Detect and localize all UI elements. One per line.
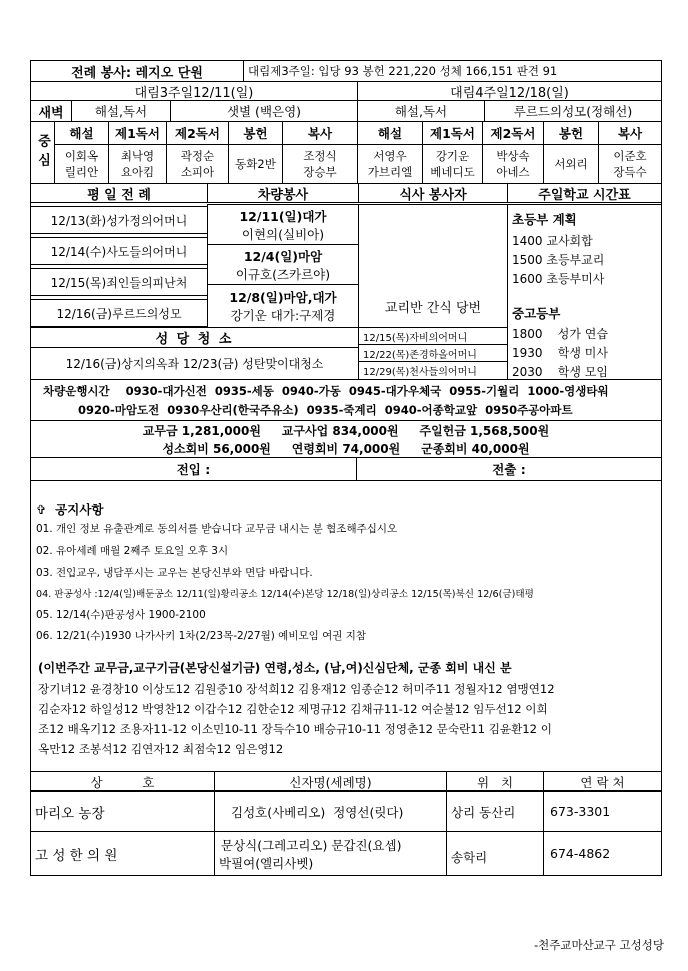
midday-label-text: 중심 xyxy=(35,133,50,172)
bus-schedule xyxy=(30,379,662,421)
midday-person-line: 베네디도 xyxy=(430,165,475,179)
ad-owners-line1: 문상식(그레고리오) 문갑진(요셉) xyxy=(221,837,402,853)
footer-text: -천주교마산교구 고성성당 xyxy=(533,938,664,952)
liturgy-title: 전례 봉사: 레지오 단원 xyxy=(30,60,244,82)
midday-person-line: 아네스 xyxy=(496,165,530,179)
bus-line2: 0920-마암도전 0930우산리(한국주유소) 0935-죽계리 0940-어종학교앞 0950주공아파트 xyxy=(78,403,573,417)
donors-line: 장기녀12 윤경창10 이상도12 김원중10 장석희12 김용재12 임종순12 허미주11 정월자12 염맹연12 xyxy=(38,682,555,696)
vehicle-line1: 12/8(일)마암,대가 xyxy=(229,290,337,305)
midday-person-line: 곽정순 xyxy=(180,149,215,163)
midday-person-line: 조정식 xyxy=(303,149,337,163)
midday-header-role-server: 복사 xyxy=(598,121,662,145)
meal-item: 12/22(목)존경하올어머니 xyxy=(358,344,508,362)
midday-header-role-reading1: 제1독서 xyxy=(108,121,167,145)
elem-title: 초등부 계획 xyxy=(512,212,577,227)
week2-title: 대림4주일12/18(일) xyxy=(357,81,662,101)
dawn-label: 새벽 xyxy=(30,100,72,122)
ads-header-location: 위 치 xyxy=(446,771,544,792)
vehicle-line1: 12/11(일)대가 xyxy=(239,208,327,224)
ad-business-name: 마리오 농장 xyxy=(30,791,215,832)
transfer-in: 전입 : xyxy=(30,457,357,481)
vehicle-entry xyxy=(207,204,359,245)
sunday-school-box xyxy=(507,204,662,380)
mid-item: 2030 학생 모임 xyxy=(512,365,608,379)
vehicle-entry xyxy=(207,244,359,285)
ad-location: 송학리 xyxy=(446,831,544,876)
midday-header-role-reading2: 제2독서 xyxy=(482,121,544,145)
weekday-mass-item: 12/16(금)루르드의성모 xyxy=(30,299,208,327)
midday-w2-role-reading1 xyxy=(422,144,483,184)
midday-person-line: 서외리 xyxy=(554,157,588,171)
donors-line: 조12 배옥기12 조용자11-12 이소민10-11 장득수10 배승규10-11 정영춘12 문숙란11 김윤환12 이 xyxy=(38,722,552,736)
midday-w1-role-reading1 xyxy=(108,144,167,184)
ad-owners-line2: 박필여(엘리사벳) xyxy=(219,855,314,871)
midday-person-line: 강기운 xyxy=(435,149,470,163)
midday-w2-role-server xyxy=(598,144,662,184)
notice-item: 06. 12/21(수)1930 나가사키 1차(2/23목-2/27월) 예비모임 여권 지참 xyxy=(36,630,367,642)
mid-item: 1800 성가 연습 xyxy=(512,327,608,341)
elem-item: 1400 교사회합 xyxy=(512,234,593,248)
meal-item: 12/15(목)자비의어머니 xyxy=(358,327,508,345)
elem-item: 1600 초등부미사 xyxy=(512,272,605,286)
notice-item: 01. 개인 정보 유출관계로 동의서를 받습니다 교무금 내시는 분 협조해주십시오 xyxy=(36,523,398,535)
midday-person-line: 소피아 xyxy=(180,165,215,179)
vehicle-line2: 이규호(즈카르야) xyxy=(235,266,331,282)
weekday-section-title: 평 일 전 례 xyxy=(30,183,208,203)
sunday-school-title: 주일학교 시간표 xyxy=(507,183,662,203)
bus-line1 xyxy=(43,383,609,399)
notices-title: ✞ 공지사항 xyxy=(36,502,104,517)
mid-item: 1930 학생 미사 xyxy=(512,346,608,360)
donors-line: 옥만12 조봉석12 김연자12 최점숙12 임은영12 xyxy=(38,742,284,756)
ads-header-name: 상 호 xyxy=(30,771,215,792)
finance-line1: 교무금 1,281,000원 교구사업 834,000원 주일헌금 1,568,500원 xyxy=(142,424,550,438)
midday-header-role-offertory: 봉헌 xyxy=(543,121,599,145)
donors-line: 김순자12 하일성12 박영찬12 이갑수12 김한순12 제명규12 김채규11-12 여순불12 임두선12 이희 xyxy=(38,702,548,716)
dawn-week2-name: 루르드의성모(정해선) xyxy=(484,100,662,122)
midday-header-role-server: 복사 xyxy=(282,121,358,145)
finance-line2: 성소회비 56,000원 연령회비 74,000원 군종회비 40,000원 xyxy=(162,442,530,456)
transfer-out: 전출 : xyxy=(356,457,662,481)
midday-w2-role-commentary xyxy=(357,144,423,184)
midday-person-line: 이준호 xyxy=(613,149,647,163)
mid-title: 중고등부 xyxy=(512,306,561,321)
ad-phone: 673-3301 xyxy=(543,791,662,832)
ad-location: 상리 동산리 xyxy=(446,791,544,832)
attendance-stats: 대림제3주일: 입당 93 봉헌 221,220 성체 166,151 판견 91 xyxy=(243,60,662,82)
midday-person-line: 이회옥 xyxy=(64,149,99,163)
midday-header-role-offertory: 봉헌 xyxy=(228,121,283,145)
midday-w1-role-commentary xyxy=(54,144,109,184)
bus-line1-text: 0930-대가신전 0935-세동 0940-가동 0945-대가우체국 0955-기월리 1000-영생타워 xyxy=(125,384,609,398)
midday-person-line: 장승부 xyxy=(303,165,337,179)
midday-person-line: 장득수 xyxy=(613,165,647,179)
donors-title: (이번주간 교무금,교구기금(본당신설기금) 연령,성소, (남,여)신심단체, 군종 회비 내신 분 xyxy=(38,661,512,675)
midday-w2-role-offertory xyxy=(543,144,599,184)
notice-item: 05. 12/14(수)판공성사 1900-2100 xyxy=(36,609,206,621)
midday-person-line: 요아킴 xyxy=(120,165,155,179)
ads-header-owner: 신자명(세례명) xyxy=(214,771,447,792)
meal-main: 교리반 간식 당번 xyxy=(358,204,508,328)
midday-label xyxy=(30,121,55,184)
vehicle-line2: 이현의(실비아) xyxy=(241,226,325,242)
bus-label: 차량운행시간 xyxy=(43,384,110,398)
ad-phone: 674-4862 xyxy=(543,831,662,876)
finance-box xyxy=(30,420,662,458)
ads-header-phone: 연 락 처 xyxy=(543,771,662,792)
midday-person-line: 최낙영 xyxy=(120,149,155,163)
midday-w1-role-reading2 xyxy=(166,144,229,184)
ad-business-name: 고 성 한 의 원 xyxy=(30,831,215,876)
midday-header-role-reading2: 제2독서 xyxy=(166,121,229,145)
dawn-week1-name: 샛별 (백은영) xyxy=(170,100,358,122)
midday-person-line: 서영우 xyxy=(373,149,407,163)
notice-item: 03. 전입교우, 냉담푸시는 교우는 본당신부와 면담 바랍니다. xyxy=(36,567,313,579)
midday-header-role-reading1: 제1독서 xyxy=(422,121,483,145)
vehicle-line2: 강기운 대가:구제경 xyxy=(230,308,336,323)
meal-section-title: 식사 봉사자 xyxy=(358,183,508,203)
notice-item: 04. 판공성사 :12/4(일)배둔공소 12/11(일)황리공소 12/14(수)본당 12/18(일)상리공소 12/15(목)북신 12/6(금)태평 xyxy=(36,589,534,600)
midday-w1-role-offertory xyxy=(228,144,283,184)
midday-w1-role-server xyxy=(282,144,358,184)
midday-person-line: 릴리안 xyxy=(64,165,99,179)
elem-item: 1500 초등부교리 xyxy=(512,253,605,267)
weekday-mass-item: 12/15(목)죄인들의피난처 xyxy=(30,268,208,296)
midday-person-line: 동화2반 xyxy=(235,157,276,171)
midday-person-line: 박상속 xyxy=(496,149,530,163)
vehicle-line1: 12/4(일)마암 xyxy=(243,248,323,264)
cleaning-title: 성 당 청 소 xyxy=(30,327,359,348)
cleaning-text: 12/16(금)상지의옥좌 12/23(금) 성탄맞이대청소 xyxy=(30,347,359,380)
dawn-week1-roles: 해설,독서 xyxy=(71,100,171,122)
weekday-mass-item: 12/13(화)성가정의어머니 xyxy=(30,206,208,234)
vehicle-section-title: 차량봉사 xyxy=(207,183,359,203)
ad-owners xyxy=(214,831,447,876)
weekday-mass-item: 12/14(수)사도들의어머니 xyxy=(30,237,208,265)
midday-header-role-commentary: 해설 xyxy=(357,121,423,145)
week1-title: 대림3주일12/11(일) xyxy=(30,81,358,101)
midday-person-line: 가브리엘 xyxy=(367,165,413,179)
meal-item: 12/29(목)천사들의어머니 xyxy=(358,361,508,380)
midday-w2-role-reading2 xyxy=(482,144,544,184)
midday-header-role-commentary: 해설 xyxy=(54,121,109,145)
dawn-week2-roles: 해설,독서 xyxy=(357,100,485,122)
vehicle-entry xyxy=(207,284,359,328)
ad-owners: 김성호(사베리오) 정영선(릿다) xyxy=(214,791,447,832)
notice-item: 02. 유아세례 매월 2째주 토요일 오후 3시 xyxy=(36,545,229,557)
